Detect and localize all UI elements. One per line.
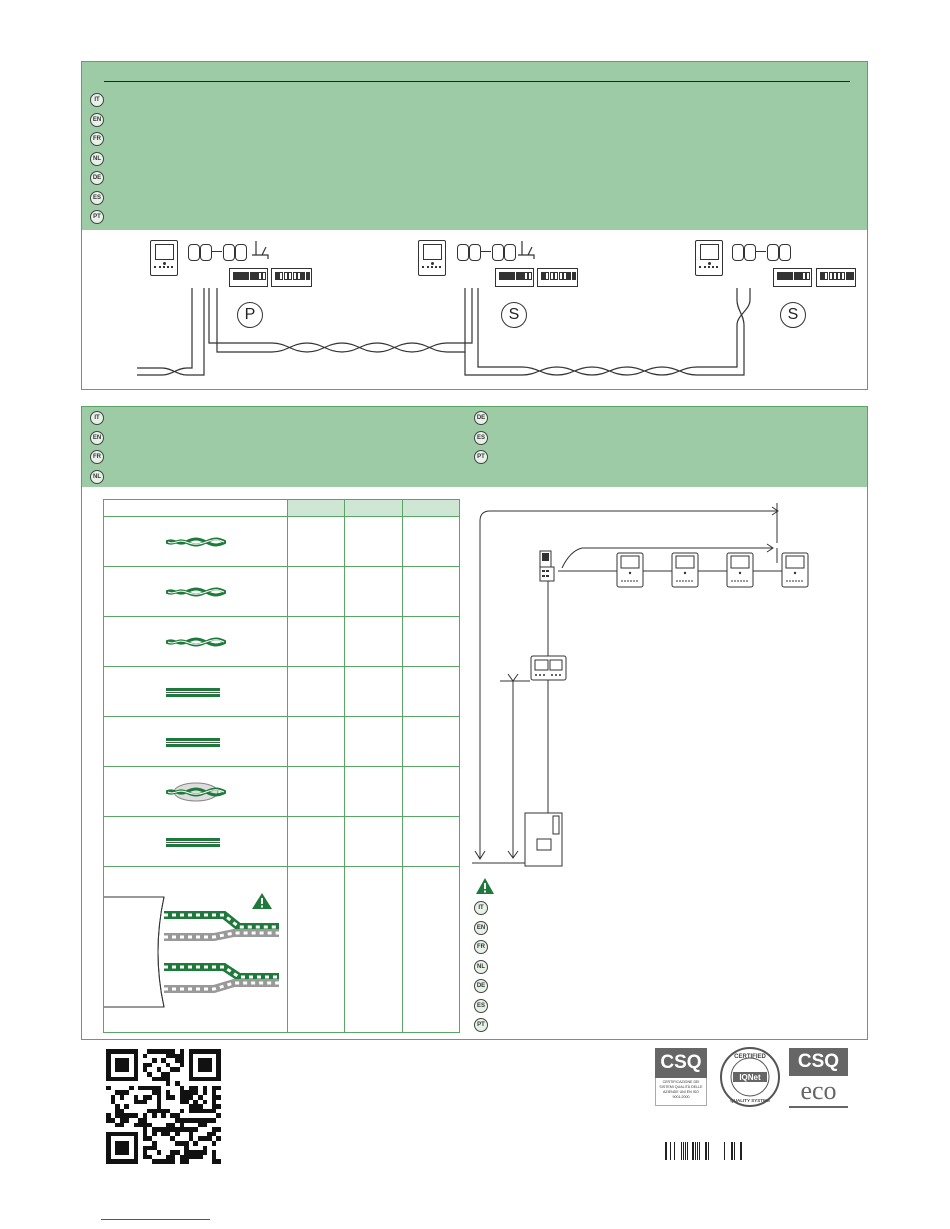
language-badge-en: EN [90,431,104,445]
table-cell [345,767,402,817]
language-badge-pt: PT [474,1018,488,1032]
language-badge-fr: FR [474,940,488,954]
csq-eco-logo-text: CSQ [789,1048,848,1076]
terminal-2d [504,244,516,261]
bus-line-2b [478,288,744,375]
title-rule [104,81,850,82]
language-badge-de: DE [474,411,488,425]
cable-type-icon [166,582,226,602]
terminal-link [481,251,491,252]
csq-logo [655,1048,707,1108]
terminal-1c [223,244,235,261]
dip-switch-1b [271,268,312,287]
end-of-line-switch-2 [516,239,536,261]
language-band-top [82,62,867,230]
iqnet-seal [719,1046,781,1108]
terminal-2c [492,244,504,261]
secondary-label-1: S [501,302,527,328]
csq-logo-caption: CERTIFICAZIONE DEI SISTEMI QUALITÀ DELLE AZIENDE UNI EN ISO 9001:2000 [655,1078,707,1106]
iqnet-top-text: CERTIFIED [734,1054,766,1060]
col-header [402,500,459,517]
indoor-monitor [672,553,698,587]
language-badge-it: IT [90,93,104,107]
csq-logo-text: CSQ [655,1048,707,1078]
col-header [288,500,345,517]
bus-line-2a [465,288,750,375]
table-cell [402,817,459,867]
incoming-line-a [137,288,192,375]
cable-illustration-cell [104,767,288,817]
table-cell [402,767,459,817]
language-badge-de: DE [474,979,488,993]
cable-type-icon [166,632,226,652]
language-badge-nl: NL [90,470,104,484]
table-cell [402,867,459,1033]
cable-illustration-cell [104,517,288,567]
dip-switch-2a [495,268,534,287]
cable-illustration-cell [104,867,288,1033]
end-of-line-switch-1 [250,239,270,261]
iqnet-bottom-text: QUALITY SYSTEM [730,1098,770,1103]
table-cell [288,867,345,1033]
table-row [104,717,460,767]
table-cell [345,817,402,867]
language-badge-fr: FR [90,450,104,464]
table-cell [345,517,402,567]
col-header [345,500,402,517]
video-monitor-3 [695,240,723,276]
dip-switch-3a [773,268,812,287]
table-cell [402,517,459,567]
primary-label: P [237,302,263,328]
cable-type-icon [166,832,226,852]
language-badge-nl: NL [474,960,488,974]
language-badge-es: ES [474,431,488,445]
terminal-1d [235,244,247,261]
table-cell [402,717,459,767]
table-cell [402,667,459,717]
table-row [104,667,460,717]
warning-icon [475,877,495,895]
terminal-3c [767,244,779,261]
table-row [104,767,460,817]
terminal-1a [188,244,200,261]
table-cell [288,517,345,567]
language-badge-it: IT [474,901,488,915]
cable-illustration-cell [104,617,288,667]
terminal-2b [469,244,481,261]
dip-switch-3b [816,268,856,287]
table-cell [288,717,345,767]
terminal-2a [457,244,469,261]
table-cell [288,667,345,717]
table-cell [345,617,402,667]
cable-table [103,499,460,1033]
eco-logo-text: eco [789,1076,848,1108]
language-badge-es: ES [474,999,488,1013]
language-badge-en: EN [90,113,104,127]
cable-illustration-cell [104,667,288,717]
table-cell [288,567,345,617]
table-cell [288,767,345,817]
barcode [663,1142,745,1162]
table-cell [345,667,402,717]
language-badge-it: IT [90,411,104,425]
cable-illustration-cell [104,817,288,867]
language-badge-en: EN [474,921,488,935]
terminal-3a [732,244,744,261]
distributor [540,567,554,581]
language-badge-pt: PT [474,450,488,464]
iqnet-mid-text: IQNet [739,1073,761,1082]
language-badge-de: DE [90,171,104,185]
video-monitor-2 [418,240,446,276]
cable-type-icon [166,532,226,552]
terminal-3b [744,244,756,261]
cable-illustration-cell [104,717,288,767]
cable-type-icon [166,782,226,802]
table-row [104,817,460,867]
table-cell [345,567,402,617]
video-monitor-1 [150,240,178,276]
table-row [104,617,460,667]
cable-panel [81,406,868,1040]
terminal-link [756,251,766,252]
dip-switch-1a [229,268,268,287]
csq-eco-logo [789,1048,848,1108]
table-cell [288,817,345,867]
secondary-label-2: S [780,302,806,328]
table-cell [288,617,345,667]
cable-stripping-illustration [104,867,287,1027]
cable-type-icon [166,682,226,702]
indoor-monitor [727,553,753,587]
table-cell [402,567,459,617]
dip-switch-2b [537,268,578,287]
table-row [104,567,460,617]
qr-code [106,1049,221,1164]
cable-illustration-cell [104,567,288,617]
system-panel-top [81,61,868,390]
language-badge-nl: NL [90,152,104,166]
language-badge-pt: PT [90,210,104,224]
table-cell [402,617,459,667]
table-row [104,867,460,1033]
table-row [104,517,460,567]
language-badge-es: ES [90,191,104,205]
table-cell [345,717,402,767]
terminal-3d [779,244,791,261]
language-badge-fr: FR [90,132,104,146]
terminal-link [212,251,222,252]
terminal-1b [200,244,212,261]
incoming-line-b [137,288,204,375]
cable-type-icon [166,732,226,752]
table-cell [345,867,402,1033]
installation-diagram [472,503,862,1003]
indoor-monitor [617,553,643,587]
indoor-monitor [782,553,808,587]
footer-link-underline [101,1219,210,1220]
